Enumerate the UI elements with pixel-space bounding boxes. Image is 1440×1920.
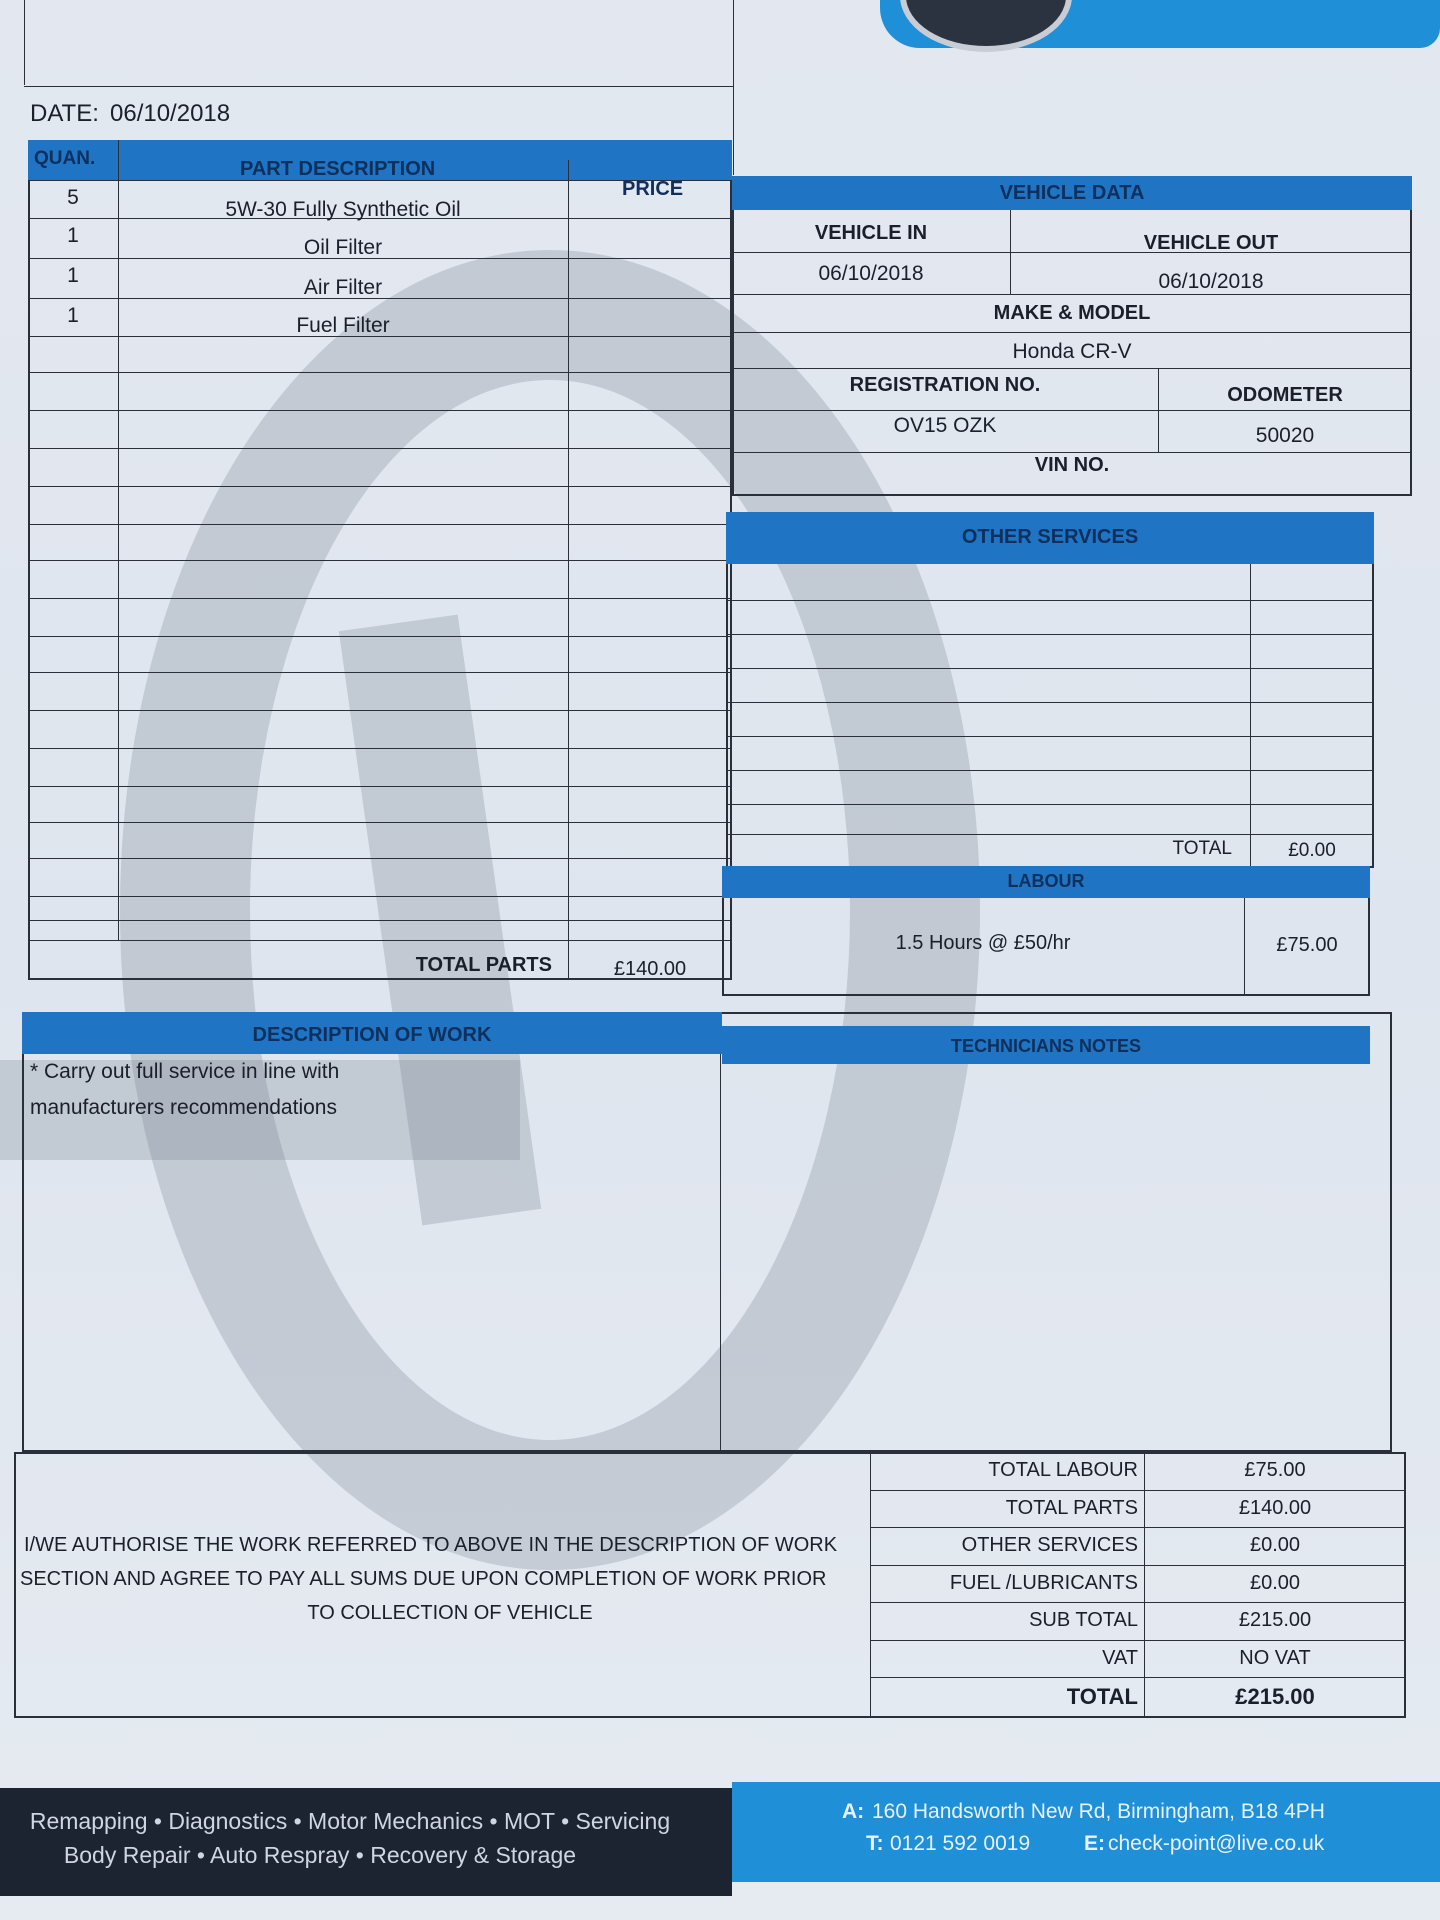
notes-header: TECHNICIANS NOTES: [722, 1026, 1370, 1064]
parts-row-line: [28, 560, 732, 561]
parts-row-line: [28, 524, 732, 525]
vehicle-line: [732, 452, 1412, 453]
other-services-divider: [1250, 564, 1251, 868]
authorisation-line-1: I/WE AUTHORISE THE WORK REFERRED TO ABOVE IN THE DESCRIPTION OF WORK: [24, 1534, 838, 1556]
part-description: Air Filter: [303, 276, 383, 299]
work-line-2: manufacturers recommendations: [30, 1096, 337, 1119]
authorisation-line-2: SECTION AND AGREE TO PAY ALL SUMS DUE UPON COMPLETION OF WORK PRIOR: [20, 1568, 827, 1590]
totals-row-label: SUB TOTAL: [1029, 1609, 1138, 1631]
other-services-row-line: [726, 804, 1374, 805]
footer-services-line-2: Body Repair • Auto Respray • Recovery & Storage: [63, 1842, 577, 1868]
totals-row-value: £0.00: [1249, 1534, 1301, 1556]
parts-row-line: [28, 786, 732, 787]
totals-row-label: OTHER SERVICES: [961, 1534, 1138, 1556]
parts-row-line: [28, 896, 732, 897]
col-price-divider: [568, 160, 569, 980]
labour-header: LABOUR: [722, 866, 1370, 898]
part-qty: 5: [67, 186, 79, 209]
part-qty: 1: [67, 264, 79, 287]
part-description: Fuel Filter: [296, 314, 390, 337]
totals-row-line: [870, 1602, 1406, 1603]
work-line-1: * Carry out full service in line with: [30, 1060, 340, 1083]
totals-row-value: £215.00: [1235, 1684, 1315, 1709]
other-services-row-line: [726, 634, 1374, 635]
totals-row-label: VAT: [1102, 1646, 1138, 1669]
other-services-row-line: [726, 668, 1374, 669]
parts-row-line: [28, 672, 732, 673]
totals-row-label: TOTAL PARTS: [1005, 1496, 1138, 1519]
vehicle-line: [732, 410, 1412, 411]
labour-divider: [1244, 898, 1245, 996]
totals-row-line: [870, 1677, 1406, 1678]
vehicle-line: [732, 294, 1412, 295]
make-model-value: Honda CR-V: [1012, 340, 1132, 363]
footer-email: check-point@live.co.uk: [1108, 1832, 1325, 1855]
totals-row-value: £75.00: [1244, 1459, 1306, 1481]
part-qty: 1: [67, 224, 79, 247]
work-header: DESCRIPTION OF WORK: [22, 1012, 722, 1054]
parts-row-line: [28, 710, 732, 711]
parts-row-line: [28, 448, 732, 449]
totals-row-line: [870, 1527, 1406, 1528]
other-services-row-line: [726, 736, 1374, 737]
totals-row-line: [870, 1640, 1406, 1641]
vin-label: VIN NO.: [1034, 454, 1110, 476]
top-divider: [733, 0, 734, 175]
part-description: Oil Filter: [303, 236, 383, 259]
other-services-total-label: TOTAL: [1172, 838, 1232, 859]
part-description: 5W-30 Fully Synthetic Oil: [225, 198, 461, 221]
date-top-line: [24, 86, 734, 87]
totals-row-value: £0.00: [1249, 1571, 1301, 1594]
other-services-total-value: £0.00: [1288, 840, 1336, 861]
total-parts-label: TOTAL PARTS: [415, 954, 552, 976]
totals-row-label: FUEL /LUBRICANTS: [949, 1571, 1138, 1594]
registration-label: REGISTRATION NO.: [849, 374, 1041, 396]
vehicle-data-header: VEHICLE DATA: [732, 176, 1412, 210]
odometer-label: ODOMETER: [1227, 384, 1343, 406]
col-quan-divider: [118, 140, 119, 940]
date-value: 06/10/2018: [110, 100, 231, 127]
date-label: DATE:: [30, 100, 99, 127]
totals-row-value: £215.00: [1238, 1609, 1312, 1631]
vehicle-line: [732, 368, 1412, 369]
footer-services-line-1: Remapping • Diagnostics • Motor Mechanics • MOT • Servicing: [29, 1808, 671, 1834]
top-left-border: [24, 0, 25, 85]
labour-value: £75.00: [1276, 934, 1338, 956]
labour-description: 1.5 Hours @ £50/hr: [895, 932, 1071, 954]
parts-row-line: [28, 372, 732, 373]
parts-row-line: [28, 748, 732, 749]
parts-row-line: [28, 858, 732, 859]
other-services-header: OTHER SERVICES: [726, 512, 1374, 564]
parts-row-line: [28, 822, 732, 823]
totals-row-label: TOTAL LABOUR: [988, 1459, 1138, 1481]
other-services-row-line: [726, 702, 1374, 703]
part-qty: 1: [67, 304, 79, 327]
parts-row-line: [28, 486, 732, 487]
parts-row-line: [28, 920, 732, 921]
col-price-header: PRICE: [622, 178, 684, 200]
totals-col-divider: [1144, 1452, 1145, 1718]
footer-address-label: A:: [842, 1800, 865, 1823]
footer-phone: 0121 592 0019: [890, 1832, 1031, 1855]
footer-email-label: E:: [1084, 1832, 1105, 1855]
odometer-value: 50020: [1255, 424, 1315, 447]
other-services-row-line: [726, 600, 1374, 601]
other-services-row-line: [726, 770, 1374, 771]
parts-row-line: [28, 410, 732, 411]
vehicle-line: [732, 332, 1412, 333]
registration-value: OV15 OZK: [893, 414, 997, 437]
parts-row-line: [28, 598, 732, 599]
footer-phone-label: T:: [866, 1832, 884, 1855]
total-parts-value: £140.00: [613, 958, 687, 980]
footer-address: 160 Handsworth New Rd, Birmingham, B18 4PH: [872, 1800, 1325, 1823]
col-description-header: PART DESCRIPTION: [240, 158, 436, 180]
totals-row-line: [870, 1565, 1406, 1566]
make-model-label: MAKE & MODEL: [993, 302, 1151, 324]
vehicle-in-label: VEHICLE IN: [814, 222, 928, 244]
vehicle-out-label: VEHICLE OUT: [1143, 232, 1279, 254]
totals-left-border: [870, 1452, 871, 1718]
totals-row-label: TOTAL: [1066, 1684, 1138, 1709]
col-quan-header: QUAN.: [34, 148, 96, 169]
parts-row-line: [28, 636, 732, 637]
parts-row-line: [28, 180, 732, 181]
other-services-row-line: [726, 834, 1374, 835]
totals-row-value: NO VAT: [1239, 1646, 1311, 1669]
other-services-table: [726, 512, 1374, 868]
authorisation-line-3: TO COLLECTION OF VEHICLE: [307, 1602, 593, 1624]
totals-row-line: [870, 1490, 1406, 1491]
work-notes-divider: [720, 1054, 721, 1452]
vehicle-in-value: 06/10/2018: [818, 262, 924, 285]
totals-row-value: £140.00: [1238, 1496, 1312, 1519]
total-parts-line: [28, 940, 732, 941]
vehicle-out-value: 06/10/2018: [1158, 270, 1264, 293]
